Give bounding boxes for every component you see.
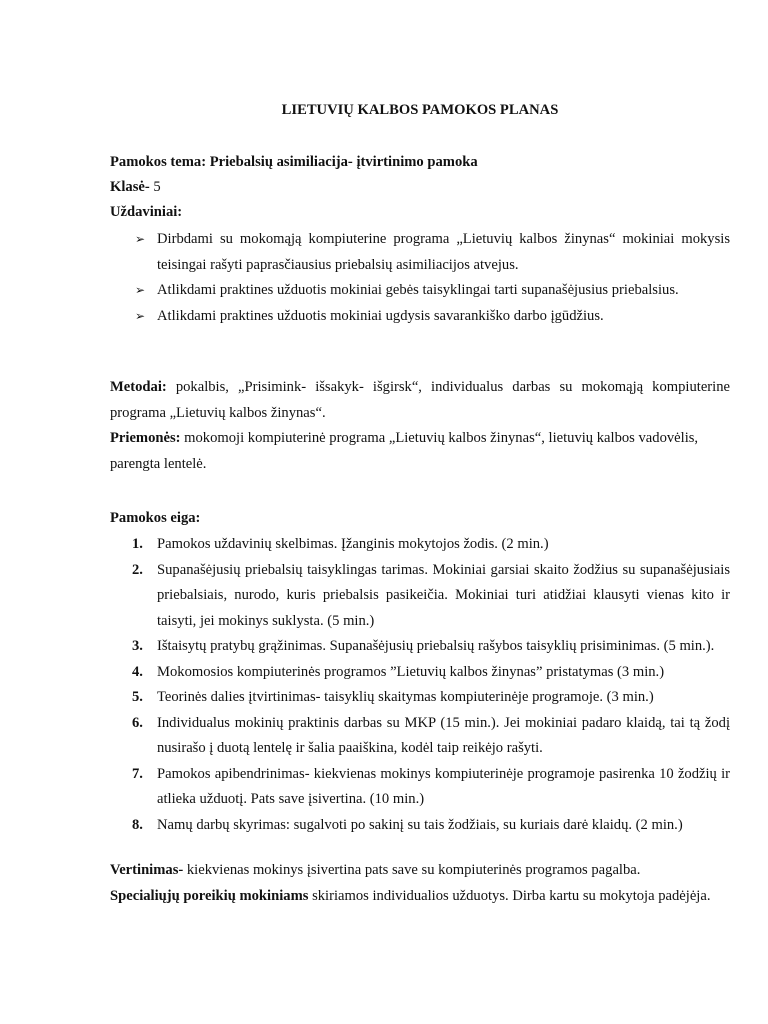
step-number: 2. [132, 561, 143, 578]
lesson-topic-text: Pamokos tema: Priebalsių asimiliacija- įtvirtinimo pamoka [110, 154, 478, 170]
list-item [132, 532, 730, 558]
step-text: Teorinės dalies įtvirtinimas- taisyklių skaitymas kompiuterinėje programoje. (3 min.) [157, 689, 654, 705]
methods-label: Metodai: [110, 379, 167, 395]
document-title: LIETUVIŲ KALBOS PAMOKOS PLANAS [281, 102, 559, 118]
arrow-bullet-icon: ➢ [135, 283, 146, 297]
task-text: Atlikdami praktines užduotis mokiniai gebės taisyklingai tarti supanašėjusius priebalsius. [157, 282, 679, 298]
tools-text: mokomoji kompiuterinė programa „Lietuvių kalbos žinynas“, lietuvių kalbos vadovėlis, parengta lentelė. [110, 430, 699, 472]
class-value: 5 [149, 179, 161, 195]
step-text: Ištaisytų pratybų grąžinimas. Supanašėjusių priebalsių rašybos taisyklių prisiminimas. (5 min.). [157, 638, 715, 654]
arrow-bullet-icon: ➢ [135, 308, 146, 323]
step-text: Pamokos apibendrinimas- kiekvienas mokinys kompiuterinėje programoje pasirenka 10 žodžių ir atlieka užduotį. Pats save įsivertina. (10 min.) [157, 765, 730, 807]
evaluation-label: Vertinimas- [110, 862, 184, 878]
step-text: Namų darbų skyrimas: sugalvoti po sakinį su tais žodžiais, su kuriais darė klaidų. (2 min.) [157, 816, 683, 833]
tools-paragraph [110, 426, 710, 477]
methods-paragraph [110, 375, 730, 426]
step-number: 6. [132, 714, 143, 731]
step-number: 7. [132, 765, 143, 782]
step-text: Supanašėjusių priebalsių taisyklingas tarimas. Mokiniai garsiai skaito žodžius su supanašėjusiais priebalsiais, nurodo, kuris priebalsis pasikeičia. Mokiniai turi atidžiai klausyti vienas kito ir taisyti, jei mokinys suklysta. (5 min.) [157, 561, 730, 629]
step-number: 8. [132, 816, 143, 833]
list-item [135, 278, 730, 304]
evaluation-text: kiekvienas mokinys įsivertina pats save su kompiuterinės programos pagalba. [183, 862, 641, 878]
step-number: 1. [132, 536, 143, 552]
task-text: Atlikdami praktines užduotis mokiniai ugdysis savarankiško darbo įgūdžius. [157, 307, 604, 324]
list-item [135, 227, 730, 278]
list-item [132, 711, 730, 762]
tools-label: Priemonės: [110, 430, 181, 446]
lesson-topic [110, 150, 730, 176]
step-text: Pamokos uždavinių skelbimas. Įžanginis mokytojos žodis. (2 min.) [157, 536, 549, 552]
class-label: Klasė- [110, 179, 150, 195]
step-number: 4. [132, 663, 143, 680]
list-item [132, 660, 730, 686]
list-item [135, 304, 730, 330]
list-item [132, 813, 730, 839]
flow-label: Pamokos eiga: [110, 510, 201, 526]
list-item [132, 558, 730, 635]
step-number: 3. [132, 638, 143, 654]
step-number: 5. [132, 689, 143, 705]
evaluation-paragraph [110, 858, 730, 884]
lesson-class [110, 175, 730, 201]
special-needs-paragraph [110, 884, 730, 910]
list-item [132, 762, 730, 813]
list-item [132, 634, 730, 660]
tasks-label: Uždaviniai: [110, 204, 183, 220]
flow-heading [110, 506, 730, 532]
step-text: Individualus mokinių praktinis darbas su MKP (15 min.). Jei mokiniai padaro klaidą, tai tą žodį nusirašo į duotą lentelę ir šalia paaiškina, kodėl taip reikėjo rašyti. [157, 714, 730, 756]
list-item [132, 685, 730, 711]
arrow-bullet-icon: ➢ [135, 232, 146, 246]
task-text: Dirbdami su mokomąją kompiuterine programa „Lietuvių kalbos žinynas“ mokiniai mokysis teisingai rašyti paprasčiausius priebalsių asimiliacijos atvejus. [157, 231, 730, 273]
tasks-list [135, 227, 730, 329]
step-text: Mokomosios kompiuterinės programos ”Lietuvių kalbos žinynas” pristatymas (3 min.) [157, 663, 665, 680]
tasks-heading [110, 200, 730, 226]
steps-list [132, 532, 730, 838]
methods-text: pokalbis, „Prisimink- išsakyk- išgirsk“, individualus darbas su mokomąją kompiuterine programa „Lietuvių kalbos žinynas“. [110, 379, 730, 421]
special-needs-label: Specialiųjų poreikių mokiniams [110, 888, 309, 904]
special-needs-text: skiriamos individualios užduotys. Dirba kartu su mokytoja padėjėja. [308, 888, 711, 904]
